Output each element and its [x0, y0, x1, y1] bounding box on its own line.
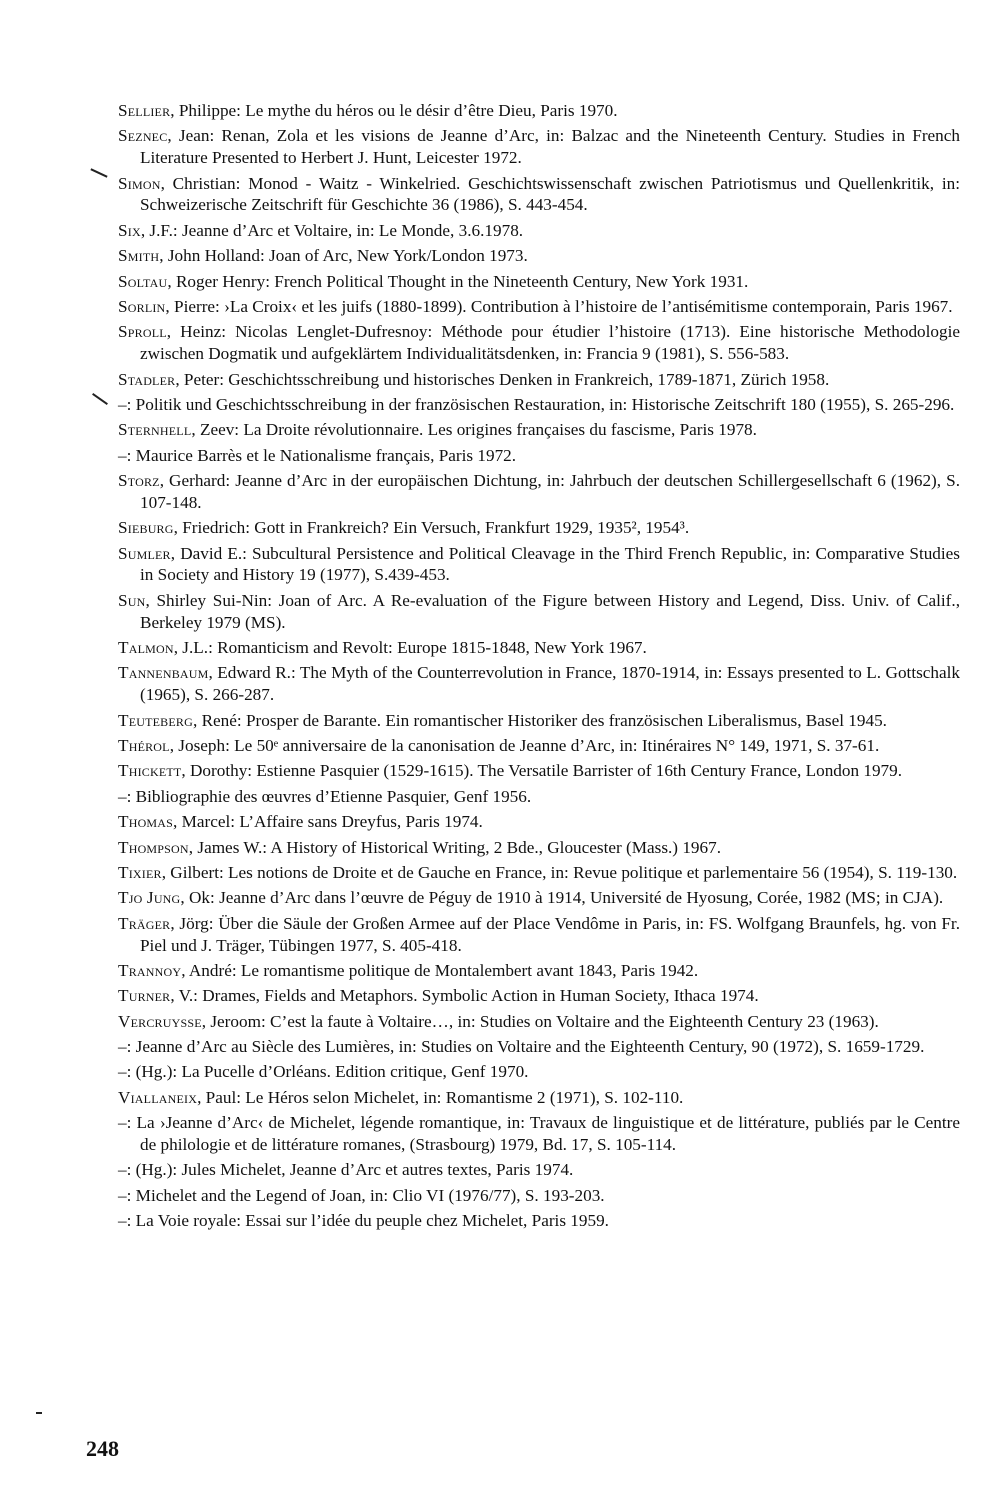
- entry-text: , James W.: A History of Historical Writing, 2 Bde., Gloucester (Mass.) 1967.: [188, 837, 722, 857]
- bibliography-entry: [118, 1061, 960, 1083]
- entry-author: Talmon: [118, 638, 174, 658]
- entry-author: Sun: [118, 590, 146, 610]
- bibliography-entry: [118, 173, 960, 217]
- entry-author: Smith: [118, 246, 160, 266]
- entry-text: –: Maurice Barrès et le Nationalisme français, Paris 1972.: [118, 445, 517, 465]
- entry-text: , Gerhard: Jeanne d’Arc in der europäischen Dichtung, in: Jahrbuch der deutschen Schillergesellschaft 6 (1962), S. 107-148.: [140, 471, 960, 512]
- bibliography-entry: [118, 985, 960, 1007]
- bibliography-entry: [118, 1159, 960, 1181]
- entry-text: –: Bibliographie des œuvres d’Etienne Pasquier, Genf 1956.: [118, 786, 532, 806]
- entry-author: Trannoy: [118, 960, 182, 980]
- entry-text: –: (Hg.): La Pucelle d’Orléans. Edition critique, Genf 1970.: [118, 1062, 529, 1082]
- entry-text: , V.: Drames, Fields and Metaphors. Symbolic Action in Human Society, Ithaca 1974.: [170, 986, 759, 1006]
- entry-author: Turner: [118, 986, 171, 1006]
- bibliography-entry: [118, 1185, 960, 1207]
- entry-text: , Peter: Geschichtsschreibung und historisches Denken in Frankreich, 1789-1871, Zürich 1958.: [175, 369, 830, 389]
- entry-text: , Shirley Sui-Nin: Joan of Arc. A Re-evaluation of the Figure between History and Legend, Diss. Univ. of Calif., Berkeley 1979 (MS).: [140, 590, 960, 632]
- bibliography-entry: [118, 887, 960, 909]
- bibliography-entry: [118, 100, 960, 122]
- bibliography-entry: [118, 1112, 960, 1156]
- bibliography-entry: [118, 470, 960, 514]
- entry-author: Stadler: [118, 369, 176, 389]
- bibliography-entry: [118, 1087, 960, 1109]
- bibliography: [118, 100, 960, 1236]
- entry-text: , David E.: Subcultural Persistence and Political Cleavage in the Third French Republic, in: Comparative Studies in Society and History 19 (1977), S.439-453.: [140, 543, 960, 585]
- entry-author: Seznec: [118, 126, 168, 146]
- bibliography-entry: [118, 245, 960, 267]
- entry-text: , Philippe: Le mythe du héros ou le désir d’être Dieu, Paris 1970.: [170, 101, 618, 120]
- entry-author: Soltau: [118, 271, 168, 291]
- entry-text: , Zeev: La Droite révolutionnaire. Les origines françaises du fascisme, Paris 1978.: [191, 420, 757, 440]
- margin-tick-mark: [92, 393, 108, 405]
- bibliography-entry: [118, 913, 960, 957]
- entry-text: , Edward R.: The Myth of the Counterrevolution in France, 1870-1914, in: Essays presented to L. Gottschalk (1965), S. 266-287.: [140, 663, 960, 705]
- entry-text: –: La Voie royale: Essai sur l’idée du peuple chez Michelet, Paris 1959.: [118, 1211, 609, 1231]
- page-number: 248: [86, 1436, 119, 1461]
- entry-author: Sieburg: [118, 518, 174, 538]
- bibliography-entry: [118, 1210, 960, 1232]
- entry-author: Sproll: [118, 322, 167, 342]
- entry-text: , Jean: Renan, Zola et les visions de Jeanne d’Arc, in: Balzac and the Nineteenth Century. Studies in French Literature Presented to Herbert J. Hunt, Leicester 1972.: [140, 126, 960, 168]
- entry-author: Thomas: [118, 812, 174, 832]
- bibliography-entry: [118, 590, 960, 634]
- entry-author: Träger: [118, 913, 171, 933]
- entry-text: , Gilbert: Les notions de Droite et de Gauche en France, in: Revue politique et parlementaire 56 (1954), S. 119-130.: [161, 862, 958, 882]
- entry-author: Tixier: [118, 862, 162, 882]
- entry-text: , Ok: Jeanne d’Arc dans l’œuvre de Péguy de 1910 à 1914, Université de Hyosung, Corée, 1982 (MS; in CJA).: [180, 888, 944, 908]
- entry-text: , René: Prosper de Barante. Ein romantischer Historiker des französischen Liberalismus, Basel 1945.: [192, 710, 887, 730]
- bibliography-entry: [118, 419, 960, 441]
- bibliography-entry: [118, 662, 960, 706]
- bibliography-entry: [118, 394, 960, 416]
- entry-author: Tjo Jung: [118, 888, 181, 908]
- bibliography-entry: [118, 125, 960, 169]
- entry-author: Sellier: [118, 101, 171, 120]
- entry-author: Viallaneix: [118, 1087, 198, 1107]
- bibliography-entry: [118, 369, 960, 391]
- bibliography-entry: [118, 220, 960, 242]
- entry-text: , Pierre: ›La Croix‹ et les juifs (1880-1899). Contribution à l’histoire de l’antisémitisme contemporain, Paris 1967.: [165, 296, 953, 316]
- entry-text: , Jeroom: C’est la faute à Voltaire…, in: Studies on Voltaire and the Eighteenth Century 23 (1963).: [201, 1011, 879, 1031]
- bibliography-entry: [118, 296, 960, 318]
- entry-author: Sumler: [118, 543, 171, 563]
- entry-author: Tannenbaum: [118, 663, 209, 683]
- entry-author: Sorlin: [118, 296, 166, 316]
- bibliography-entry: [118, 1011, 960, 1033]
- entry-text: , Dorothy: Estienne Pasquier (1529-1615). The Versatile Barrister of 16th Century France, London 1979.: [181, 761, 903, 781]
- entry-text: –: Michelet and the Legend of Joan, in: Clio VI (1976/77), S. 193-203.: [118, 1185, 605, 1205]
- entry-author: Storz: [118, 471, 160, 491]
- bibliography-entry: [118, 321, 960, 365]
- entry-author: Vercruysse: [118, 1011, 202, 1031]
- entry-text: –: La ›Jeanne d’Arc‹ de Michelet, légende romantique, in: Travaux de linguistique et de littérature, publiés par le Centre de philologie et de littérature romanes, (Strasbourg) 1979, Bd. 17, S. 105-114.: [118, 1113, 960, 1155]
- entry-text: , J.F.: Jeanne d’Arc et Voltaire, in: Le Monde, 3.6.1978.: [140, 220, 524, 240]
- entry-author: Six: [118, 220, 141, 240]
- entry-text: , Jörg: Über die Säule der Großen Armee auf der Place Vendôme in Paris, in: FS. Wolfgang Braunfels, hg. von Fr. Piel und J. Träger, Tübingen 1977, S. 405-418.: [140, 913, 960, 955]
- entry-text: , Christian: Monod - Waitz - Winkelried. Geschichtswissenschaft zwischen Patriotismus und Quellenkritik, in: Schweizerische Zeitschrift für Geschichte 36 (1986), S. 443-454.: [140, 173, 960, 215]
- bibliography-entry: [118, 517, 960, 539]
- entry-author: Teuteberg: [118, 710, 193, 730]
- bibliography-entry: [118, 1036, 960, 1058]
- entry-text: , Paul: Le Héros selon Michelet, in: Romantisme 2 (1971), S. 102-110.: [197, 1087, 684, 1107]
- bibliography-entry: [118, 445, 960, 467]
- bibliography-entry: [118, 862, 960, 884]
- bibliography-entry: [118, 710, 960, 732]
- bibliography-entry: [118, 543, 960, 587]
- bibliography-entry: [118, 786, 960, 808]
- entry-author: Thérol: [118, 736, 170, 755]
- entry-text: –: (Hg.): Jules Michelet, Jeanne d’Arc et autres textes, Paris 1974.: [118, 1160, 574, 1180]
- bibliography-entry: [118, 837, 960, 859]
- margin-dash-mark: [36, 1412, 42, 1414]
- bibliography-entry: [118, 811, 960, 833]
- entry-text: –: Politik und Geschichtsschreibung in der französischen Restauration, in: Historische Zeitschrift 180 (1955), S. 265-296.: [118, 394, 955, 414]
- entry-text: , J.L.: Romanticism and Revolt: Europe 1815-1848, New York 1967.: [173, 638, 647, 658]
- bibliography-entry: [118, 735, 960, 757]
- entry-text: , John Holland: Joan of Arc, New York/London 1973.: [159, 246, 528, 266]
- bibliography-entry: [118, 960, 960, 982]
- entry-author: Simon: [118, 173, 161, 193]
- entry-text: , Marcel: L’Affaire sans Dreyfus, Paris 1974.: [173, 812, 483, 832]
- entry-author: Thickett: [118, 761, 182, 781]
- entry-author: Sternhell: [118, 420, 192, 440]
- entry-text: , Roger Henry: French Political Thought in the Nineteenth Century, New York 1931.: [167, 271, 749, 291]
- entry-text: , Friedrich: Gott in Frankreich? Ein Versuch, Frankfurt 1929, 1935², 1954³.: [173, 518, 690, 538]
- bibliography-entry: [118, 637, 960, 659]
- entry-author: Thompson: [118, 837, 189, 857]
- margin-tick-mark: [90, 168, 107, 177]
- bibliography-entry: [118, 271, 960, 293]
- entry-text: –: Jeanne d’Arc au Siècle des Lumières, in: Studies on Voltaire and the Eighteenth Century, 90 (1972), S. 1659-1729.: [118, 1037, 925, 1057]
- entry-text: , Heinz: Nicolas Lenglet-Dufresnoy: Méthode pour étudier l’histoire (1713). Eine historische Methodologie zwischen Dogmatik und aufgeklärtem Individualitätsdenken, in: Francia 9 (1981), S. 556-583.: [140, 322, 960, 364]
- entry-text: , Joseph: Le 50ᵉ anniversaire de la canonisation de Jeanne d’Arc, in: Itinéraires N° 149, 1971, S. 37-61.: [169, 736, 880, 755]
- bibliography-entry: [118, 760, 960, 782]
- entry-text: , André: Le romantisme politique de Montalembert avant 1843, Paris 1942.: [181, 960, 699, 980]
